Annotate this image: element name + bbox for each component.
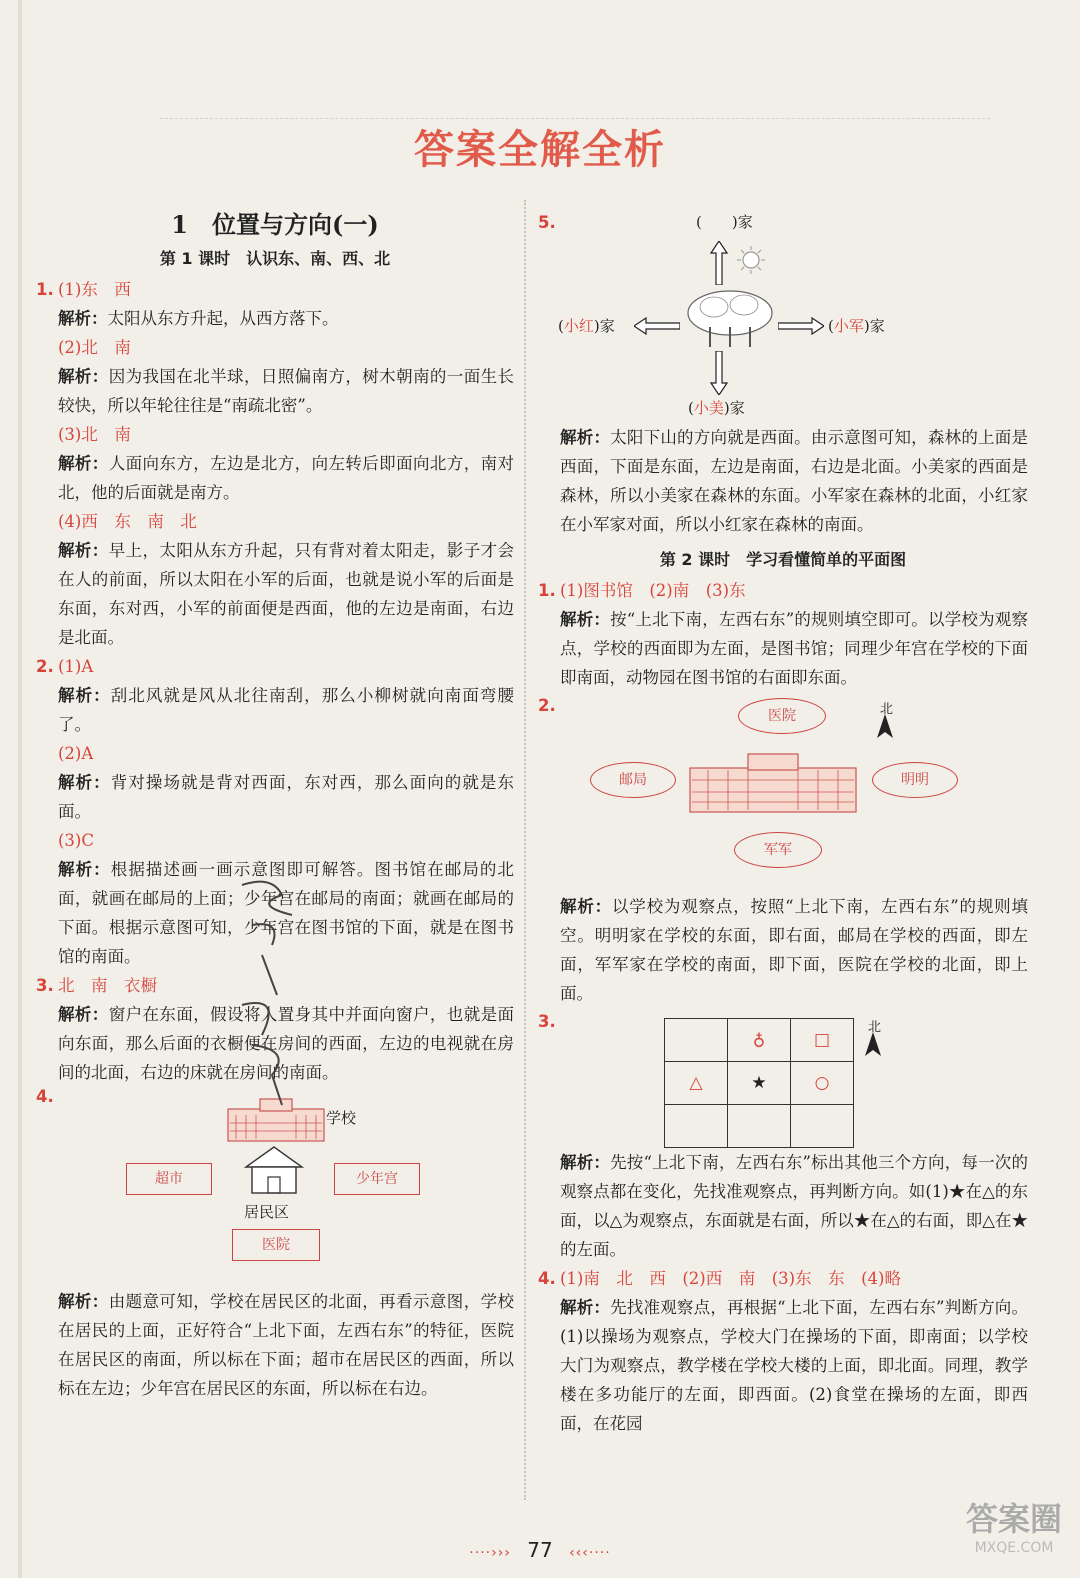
grid-cell — [791, 1105, 854, 1148]
answer-3: 3. 北 南 衣橱 — [36, 971, 514, 1000]
grid-row — [665, 1019, 854, 1062]
north-arrow-icon — [864, 1032, 882, 1056]
q5-bottom-label: (小美)家 — [688, 399, 745, 417]
question-number: 2. — [538, 696, 556, 715]
q5-top-label: ( )家 — [696, 213, 753, 231]
answer-2-1: 2. (1)A — [36, 652, 514, 681]
answer-1-2: (2)北 南 — [58, 338, 131, 357]
figure-r2 — [538, 692, 1028, 892]
left-column — [36, 205, 514, 1403]
north-label: 北 — [868, 1020, 882, 1035]
hospital-box: 医院 — [232, 1229, 320, 1261]
explanation: 解析：先找准观察点，再根据“上北下面，左西右东”判断方向。(1)以操场为观察点，学校大门在操场的下面，即南面；以学校大门为观察点，教学楼在学校大楼的上面，即北面。同理，教学楼在多功能厅的左面，即西面。(2)食堂在操场的左面，即西面，在花园 — [560, 1298, 1029, 1433]
footer-arrow-right: ‹‹‹···· — [569, 1545, 611, 1561]
supermarket-box: 超市 — [126, 1163, 212, 1195]
grid-cell — [728, 1105, 791, 1148]
arrow-down-icon — [710, 351, 728, 395]
figure-q5 — [538, 205, 1028, 423]
figure-r3 — [538, 1008, 1028, 1148]
grid-cell: ○ — [791, 1062, 854, 1105]
explanation: 解析：太阳从东方升起，从西方落下。 — [58, 309, 339, 328]
lesson-title-2: 第 2 课时 学习看懂简单的平面图 — [659, 550, 907, 569]
explanation: 解析：因为我国在北半球，日照偏南方，树木朝南的一面生长较快，所以年轮往往是“南疏北密”。 — [58, 367, 515, 415]
section-title: 1 位置与方向(一) — [171, 210, 379, 239]
question-number: 5. — [538, 213, 556, 232]
residence-label: 居民区 — [244, 1203, 290, 1221]
post-office-bubble: 邮局 — [590, 762, 676, 798]
question-number: 3. — [538, 1012, 556, 1031]
answer-1-3: (3)北 南 — [58, 425, 131, 444]
grid-cell — [665, 1105, 728, 1148]
footer-arrow-left: ····››› — [469, 1545, 511, 1561]
direction-grid — [664, 1018, 854, 1148]
handwriting-scribble — [222, 875, 312, 1115]
page-number: 77 — [527, 1538, 553, 1562]
arrow-up-icon — [710, 241, 728, 285]
explanation: 解析：由题意可知，学校在居民区的北面，再看示意图，学校在居民的上面，正好符合“上北下面，左西右东”的特征，医院在居民区的南面，所以标在下面；超市在居民区的西面，所以标在左边；少年宫在居民区的东面，所以标在右边。 — [58, 1292, 515, 1398]
grid-row — [665, 1062, 854, 1105]
grid-cell — [665, 1019, 728, 1062]
explanation: 解析：以学校为观察点，按照“上北下南，左西右东”的规则填空。明明家在学校的东面，即右面，邮局在学校的西面，即左面，军军家在学校的南面，即下面，医院在学校的北面，即上面。 — [560, 897, 1029, 1003]
figure-q4 — [36, 1087, 514, 1287]
grid-cell: ★ — [728, 1062, 791, 1105]
north-label: 北 — [880, 702, 894, 717]
question-number: 3. — [36, 976, 54, 995]
q5-right-label: (小军)家 — [828, 317, 885, 335]
north-arrow-icon — [876, 714, 894, 738]
explanation: 解析：早上，太阳从东方升起，只有背对着太阳走，影子才会在人的前面，所以太阳在小军的后面，也就是说小军的后面是东面，东对西，小军的前面便是西面，他的左边是南面，右边是北面。 — [58, 541, 515, 647]
answer-r1: 1. (1)图书馆 (2)南 (3)东 — [538, 576, 1028, 605]
question-number: 1. — [538, 581, 556, 600]
watermark-url: MXQE.COM — [974, 1540, 1054, 1556]
watermark-logo: 答案圈 — [965, 1500, 1062, 1538]
explanation: 解析：先按“上北下南，左西右东”标出其他三个方向，每一次的观察点都在变化，先找准观察点，再判断方向。如(1)★在△的东面，以△为观察点，东面就是右面，所以★在△的右面，即△在★的左面。 — [560, 1153, 1029, 1259]
explanation: 解析：根据描述画一画示意图即可解答。图书馆在邮局的北面，就画在邮局的上面；少年宫在邮局的南面；就画在邮局的下面。根据示意图可知，少年宫在图书馆的下面，就是在图书馆的南面。 — [58, 860, 515, 966]
arrow-left-icon — [634, 317, 680, 335]
page-footer — [0, 1538, 1080, 1562]
grid-cell: □ — [791, 1019, 854, 1062]
column-divider — [524, 200, 526, 1500]
question-number: 2. — [36, 657, 54, 676]
page-title: 答案全解全析 — [414, 127, 666, 173]
right-column — [538, 205, 1028, 1438]
question-number: 1. — [36, 280, 54, 299]
forest-icon — [686, 287, 774, 349]
answer-1-1: 1. (1)东 西 — [36, 275, 514, 304]
childrens-palace-box: 少年宫 — [334, 1163, 420, 1195]
school-building-icon — [688, 750, 858, 814]
binding-edge — [18, 0, 22, 1578]
explanation: 解析：按“上北下南，左西右东”的规则填空即可。以学校为观察点，学校的西面即为左面，是图书馆；同理少年宫在学校的下面即南面，动物园在图书馆的右面即东面。 — [560, 610, 1029, 687]
question-number: 4. — [36, 1087, 54, 1106]
grid-cell: ♁ — [728, 1019, 791, 1062]
answer-2-2: (2)A — [58, 744, 94, 763]
hospital-bubble: 医院 — [738, 698, 826, 734]
answer-1-4: (4)西 东 南 北 — [58, 512, 197, 531]
school-label: 学校 — [326, 1109, 357, 1127]
sun-icon — [736, 245, 766, 275]
explanation: 解析：窗户在东面，假设将人置身其中并面向窗户，也就是面向东面，那么后面的衣橱便在房间的西面，左边的电视就在房间的北面，右边的床就在房间的南面。 — [58, 1005, 515, 1082]
answer-r4: 4. (1)南 北 西 (2)西 南 (3)东 东 (4)略 — [538, 1264, 1028, 1293]
lesson-title-1: 第 1 课时 认识东、南、西、北 — [159, 249, 391, 268]
explanation: 解析：背对操场就是背对西面，东对西，那么面向的就是东面。 — [58, 773, 515, 821]
answer-2-3: (3)C — [58, 831, 94, 850]
mingming-bubble: 明明 — [872, 762, 958, 798]
grid-row — [665, 1105, 854, 1148]
explanation: 解析：太阳下山的方向就是西面。由示意图可知，森林的上面是西面，下面是东面，左边是南面，右边是北面。小美家的西面是森林，所以小美家在森林的东面。小军家在森林的北面，小红家在小军家对面，所以小红家在森林的南面。 — [560, 428, 1029, 534]
junjun-bubble: 军军 — [734, 832, 822, 868]
question-number: 4. — [538, 1269, 556, 1288]
q5-left-label: (小红)家 — [558, 317, 615, 335]
grid-cell: △ — [665, 1062, 728, 1105]
arrow-right-icon — [778, 317, 824, 335]
watermark — [966, 1494, 1062, 1556]
explanation: 解析：人面向东方，左边是北方，向左转后即面向北方，南对北，他的后面就是南方。 — [58, 454, 515, 502]
explanation: 解析：刮北风就是风从北往南刮，那么小柳树就向南面弯腰了。 — [58, 686, 515, 734]
house-icon — [240, 1145, 308, 1195]
